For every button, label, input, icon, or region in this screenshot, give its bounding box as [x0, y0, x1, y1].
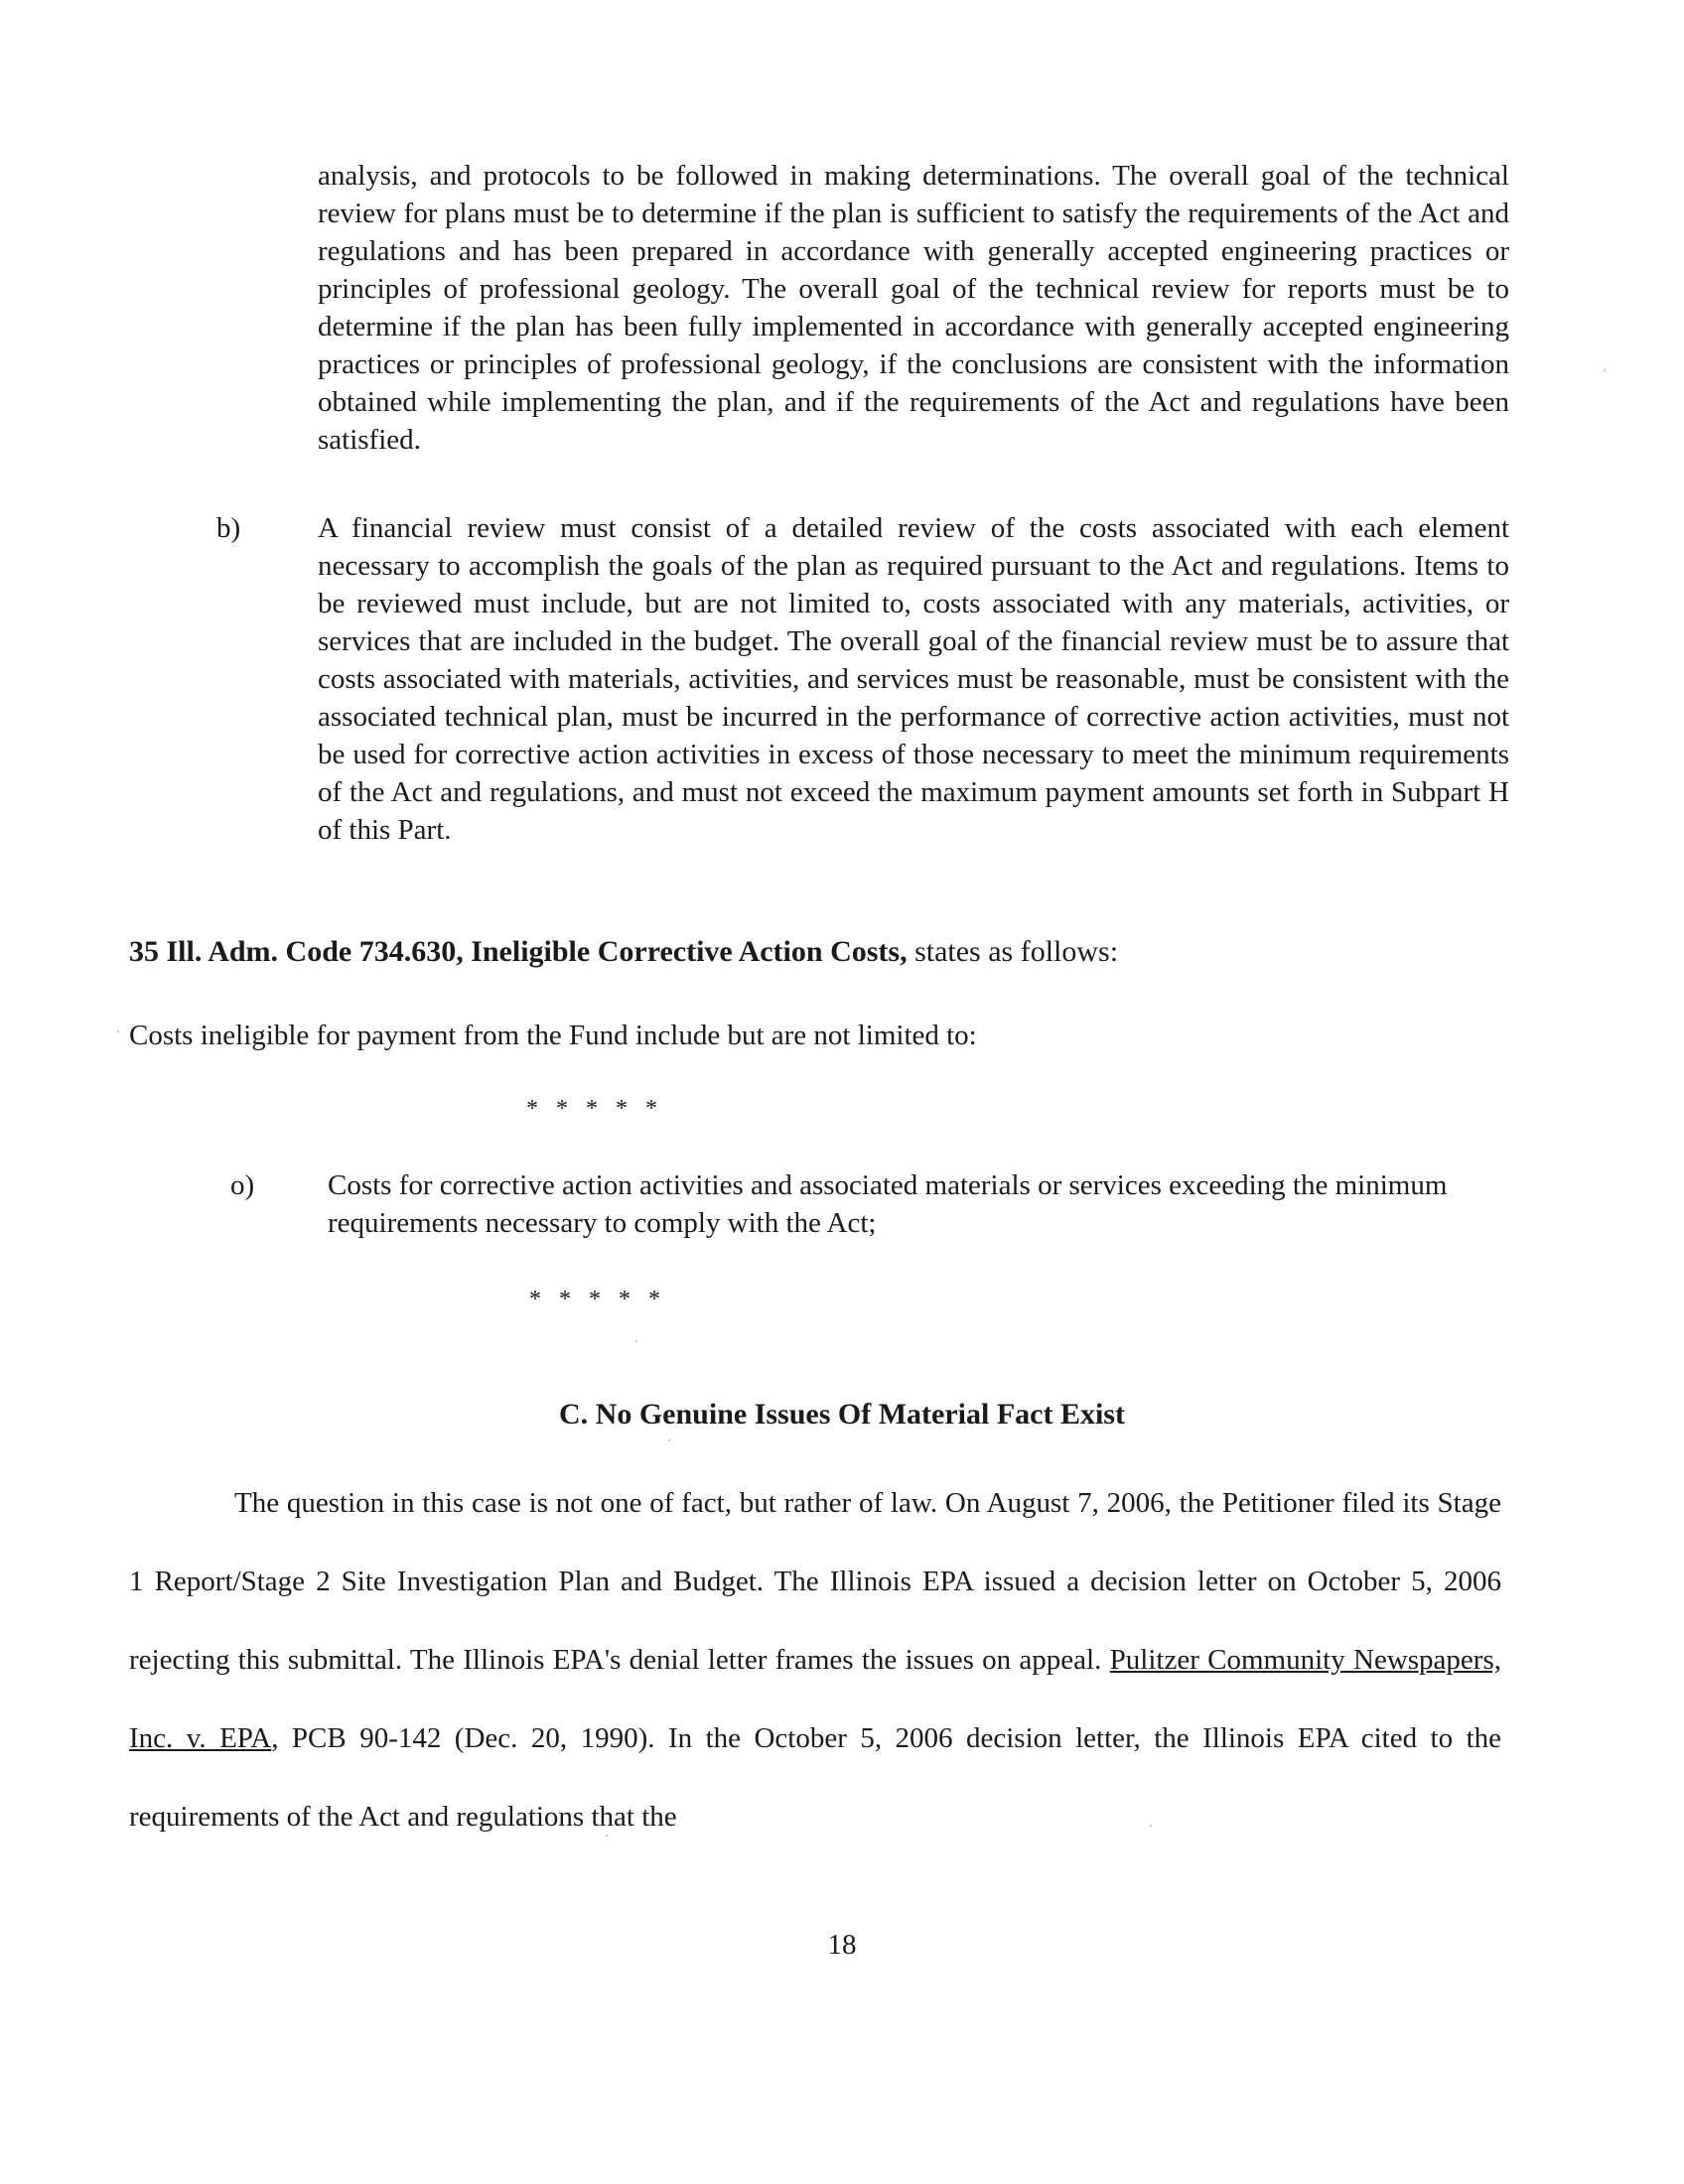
omission-asterisks-top: * * * * * — [526, 1096, 663, 1122]
scan-speck — [1150, 1825, 1152, 1827]
code-citation-rest: states as follows: — [907, 935, 1119, 968]
paragraph-a-continuation: analysis, and protocols to be followed in making determinations. The overall goal of the technical review for plans must be to determine if the plan is sufficient to satisfy the requirements of the Act and regulations and has been prepared in accordance with generally accepted engineering practices or principles of professional geology. The overall goal of the technical review for reports must be to determine if the plan has been fully implemented in accordance with generally accepted engineering practices or principles of professional geology, if the conclusions are consistent with the information obtained while implementing the plan, and if the requirements of the Act and regulations have been satisfied. — [318, 160, 1509, 456]
scan-speck — [635, 1340, 637, 1342]
case-citation-link: Pulitzer Community Newspapers, Inc. v. EPA — [129, 1644, 1501, 1754]
omission-asterisks-bottom: * * * * * — [529, 1287, 666, 1312]
list-marker-b: b) — [216, 512, 241, 544]
paragraph-o-ineligible-cost: Costs for corrective action activities and associated materials or services exceeding the minimum requirements necessary to comply with the Act; — [328, 1169, 1448, 1239]
code-citation-bold: 35 Ill. Adm. Code 734.630, Ineligible Corrective Action Costs, — [129, 935, 908, 968]
scan-speck — [1604, 369, 1606, 371]
code-section-heading — [129, 933, 1118, 971]
paragraph-b-financial-review: A financial review must consist of a detailed review of the costs associated with each element necessary to accomplish the goals of the plan as required pursuant to the Act and regulations. Items to be reviewed must include, but are not limited to, costs associated with any materials, activities, or services that are included in the budget. The overall goal of the financial review must be to assure that costs associated with materials, activities, and services must be reasonable, must be consistent with the associated technical plan, must be incurred in the performance of corrective action activities, must not be used for corrective action activities in excess of those necessary to meet the minimum requirements of the Act and regulations, and must not exceed the maximum payment amounts set forth in Subpart H of this Part. — [318, 512, 1509, 846]
ineligible-costs-intro: Costs ineligible for payment from the Fund include but are not limited to: — [129, 1020, 977, 1051]
scan-speck — [606, 1835, 608, 1837]
page-number: 18 — [827, 1929, 857, 1961]
section-c-body — [129, 1464, 1501, 1856]
list-marker-o: o) — [230, 1169, 255, 1201]
scan-speck — [117, 1030, 119, 1032]
scan-speck — [668, 1439, 670, 1441]
body-text-part-2: , PCB 90-142 (Dec. 20, 1990). In the October 5, 2006 decision letter, the Illinois EPA cited to the requirements of the Act and regulations that the — [129, 1722, 1501, 1833]
body-text-part-1: The question in this case is not one of fact, but rather of law. On August 7, 2006, the Petitioner filed its Stage 1 Report/Stage 2 Site Investigation Plan and Budget. The Illinois EPA issued a decision letter on October 5, 2006 rejecting this submittal. The Illinois EPA's denial letter frames the issues on appeal. — [129, 1487, 1501, 1676]
section-c-heading: C. No Genuine Issues Of Material Fact Exist — [559, 1398, 1125, 1431]
